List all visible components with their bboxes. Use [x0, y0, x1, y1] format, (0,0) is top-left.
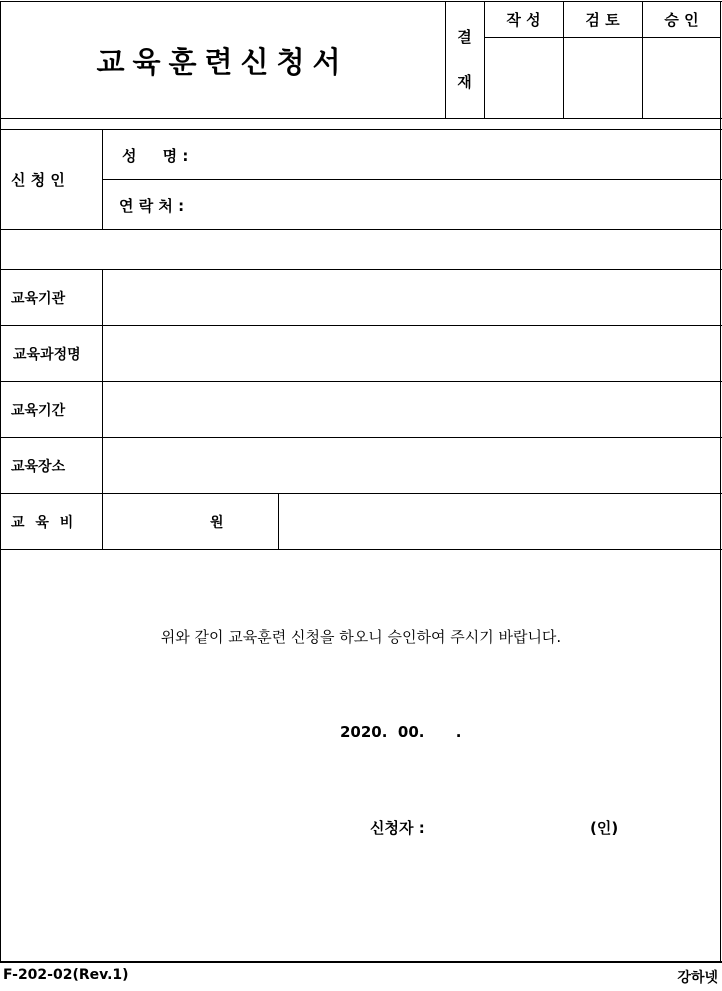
place-label: 교육장소	[11, 459, 66, 475]
approval-divider	[445, 1, 446, 118]
applicant-label: 신 청 인	[11, 171, 65, 189]
approval-col-review: 검 토	[585, 11, 620, 29]
cost-input[interactable]	[104, 495, 204, 547]
cost-currency: 원	[210, 515, 224, 531]
cost-divider	[278, 493, 279, 550]
course-label: 교육과정명	[13, 347, 81, 363]
period-input[interactable]	[104, 383, 718, 435]
document-title: 교육훈련신청서	[96, 45, 349, 79]
contact-label: 연 락 처 :	[119, 197, 185, 215]
date-text: 2020. 00. .	[340, 723, 462, 741]
applicant-mid-line	[102, 179, 722, 180]
header-bottom-line-1	[0, 118, 722, 119]
approval-label-bottom: 재	[457, 73, 472, 91]
top-border	[0, 1, 722, 2]
cost-label: 교 육 비	[11, 515, 77, 531]
place-input[interactable]	[104, 439, 718, 491]
right-border	[720, 1, 721, 962]
approval-sign-approve[interactable]	[643, 38, 720, 118]
fields-divider	[102, 269, 103, 550]
contact-input[interactable]	[200, 185, 715, 223]
row-line-4	[0, 493, 722, 494]
signature-label: 신청자 :	[370, 819, 425, 837]
name-input[interactable]	[200, 135, 715, 173]
footer-line	[0, 961, 722, 963]
left-border	[0, 1, 1, 962]
spacer-bottom-line	[0, 269, 722, 270]
applicant-bottom-line	[0, 229, 722, 230]
row-line-3	[0, 437, 722, 438]
header-bottom-line-2	[0, 129, 722, 130]
approval-col-approve: 승 인	[664, 11, 699, 29]
course-input[interactable]	[104, 327, 718, 379]
company-name: 강하넷	[677, 970, 718, 986]
institution-input[interactable]	[104, 271, 718, 323]
row-line-2	[0, 381, 722, 382]
signature-input[interactable]	[440, 810, 580, 840]
form-code: F-202-02(Rev.1)	[3, 967, 129, 983]
name-label: 성 명 :	[122, 147, 189, 165]
cost-note-input[interactable]	[280, 495, 718, 547]
approval-sign-review[interactable]	[564, 38, 641, 118]
row-line-5	[0, 549, 722, 550]
row-line-1	[0, 325, 722, 326]
period-label: 교육기간	[11, 403, 66, 419]
request-text: 위와 같이 교육훈련 신청을 하오니 승인하여 주시기 바랍니다.	[160, 628, 562, 646]
approval-label-top: 결	[457, 28, 472, 46]
institution-label: 교육기관	[11, 291, 66, 307]
seal-mark: (인)	[590, 819, 619, 837]
approval-col-author: 작 성	[506, 11, 541, 29]
approval-sign-author[interactable]	[485, 38, 562, 118]
